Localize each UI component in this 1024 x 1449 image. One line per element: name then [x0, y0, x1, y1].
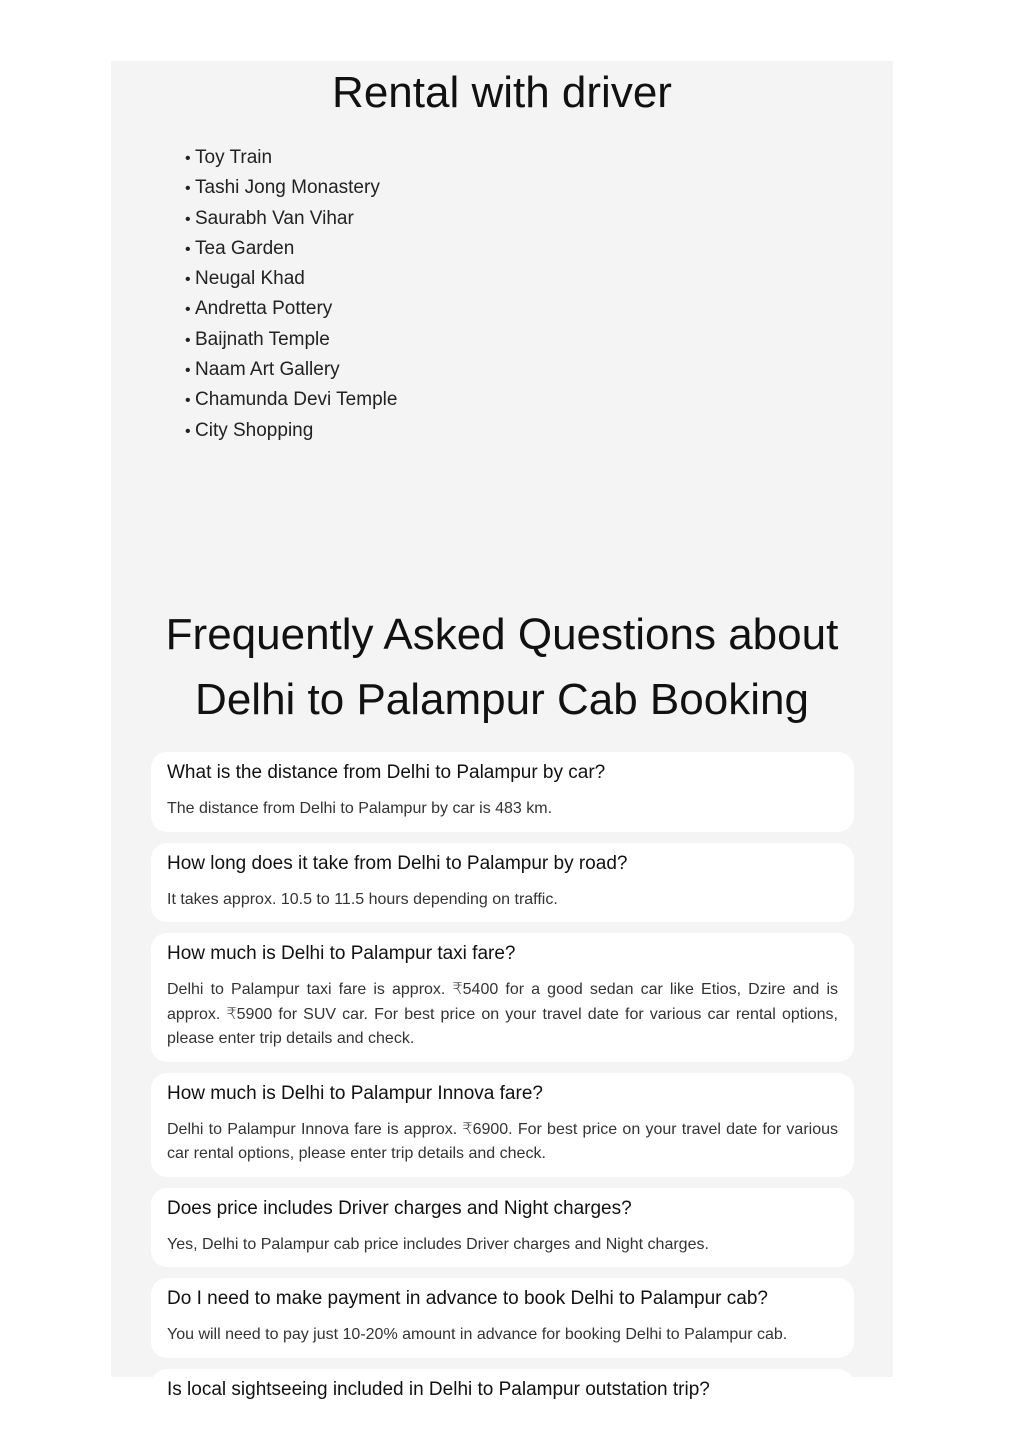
list-item: [185, 416, 397, 446]
faq-item[interactable]: [151, 933, 854, 1062]
faq-item[interactable]: [151, 1278, 854, 1358]
list-item: [185, 294, 397, 324]
list-item: [185, 234, 397, 264]
place-label: Saurabh Van Vihar: [195, 207, 354, 229]
faq-answer: The distance from Delhi to Palampur by car is 483 km.: [167, 800, 553, 817]
list-item: [185, 355, 397, 385]
bullet-icon: •: [185, 180, 191, 198]
faq-title-line-2: Delhi to Palampur Cab Booking: [195, 675, 809, 724]
faq-answer: Delhi to Palampur Innova fare is approx. ₹6900. For best price on your travel date for various car rental options, please enter trip details and check.: [167, 1120, 838, 1162]
faq-item[interactable]: [151, 1369, 854, 1424]
list-item: [185, 204, 397, 234]
bullet-icon: •: [185, 301, 191, 319]
bullet-icon: •: [185, 271, 191, 289]
place-label: City Shopping: [195, 419, 314, 441]
faq-question[interactable]: Does price includes Driver charges and Night charges?: [167, 1197, 632, 1219]
list-item: [185, 143, 397, 173]
place-label: Neugal Khad: [195, 268, 305, 290]
faq-answer: It takes approx. 10.5 to 11.5 hours depending on traffic.: [167, 890, 558, 908]
place-label: Andretta Pottery: [195, 298, 333, 320]
bullet-icon: •: [185, 362, 191, 380]
list-item: [185, 385, 397, 415]
place-label: Naam Art Gallery: [195, 359, 340, 381]
faq-item[interactable]: [151, 1188, 854, 1268]
faq-answer: Yes, Delhi to Palampur cab price includes Driver charges and Night charges.: [167, 1235, 709, 1253]
faq-item[interactable]: [151, 843, 854, 923]
content-panel: [111, 61, 893, 1400]
place-label: Chamunda Devi Temple: [195, 389, 398, 411]
bullet-icon: •: [185, 422, 191, 440]
bullet-icon: •: [185, 150, 191, 167]
place-label: Baijnath Temple: [195, 328, 330, 350]
faq-list: [151, 752, 854, 1435]
faq-item[interactable]: [151, 752, 854, 832]
faq-title-line-1: Frequently Asked Questions about: [165, 610, 839, 659]
faq-question[interactable]: How long does it take from Delhi to Palampur by road?: [167, 852, 628, 874]
faq-answer: Delhi to Palampur taxi fare is approx. ₹5400 for a good sedan car like Etios, Dzire and is approx. ₹5900 for SUV car. For best price on your travel date for various car rental options, please enter trip details and check.: [167, 981, 838, 1047]
bullet-icon: •: [185, 331, 191, 349]
bullet-icon: •: [185, 240, 191, 258]
list-item: [185, 173, 397, 203]
faq-section-title: [111, 602, 893, 732]
places-list: [185, 143, 397, 446]
faq-question[interactable]: Do I need to make payment in advance to book Delhi to Palampur cab?: [167, 1288, 768, 1309]
rental-section-title: Rental with driver: [332, 68, 672, 117]
list-item: [185, 325, 397, 355]
faq-question[interactable]: How much is Delhi to Palampur taxi fare?: [167, 943, 516, 964]
faq-answer: You will need to pay just 10-20% amount in advance for booking Delhi to Palampur cab.: [167, 1326, 788, 1343]
faq-question[interactable]: Is local sightseeing included in Delhi to Palampur outstation trip?: [167, 1378, 710, 1400]
faq-question[interactable]: What is the distance from Delhi to Palampur by car?: [167, 762, 606, 783]
faq-question[interactable]: How much is Delhi to Palampur Innova fare?: [167, 1082, 543, 1104]
place-label: Toy Train: [195, 147, 273, 168]
bullet-icon: •: [185, 392, 191, 410]
faq-item[interactable]: [151, 1073, 854, 1177]
place-label: Tea Garden: [195, 237, 295, 259]
bullet-icon: •: [185, 210, 191, 228]
place-label: Tashi Jong Monastery: [195, 177, 380, 199]
list-item: [185, 264, 397, 294]
